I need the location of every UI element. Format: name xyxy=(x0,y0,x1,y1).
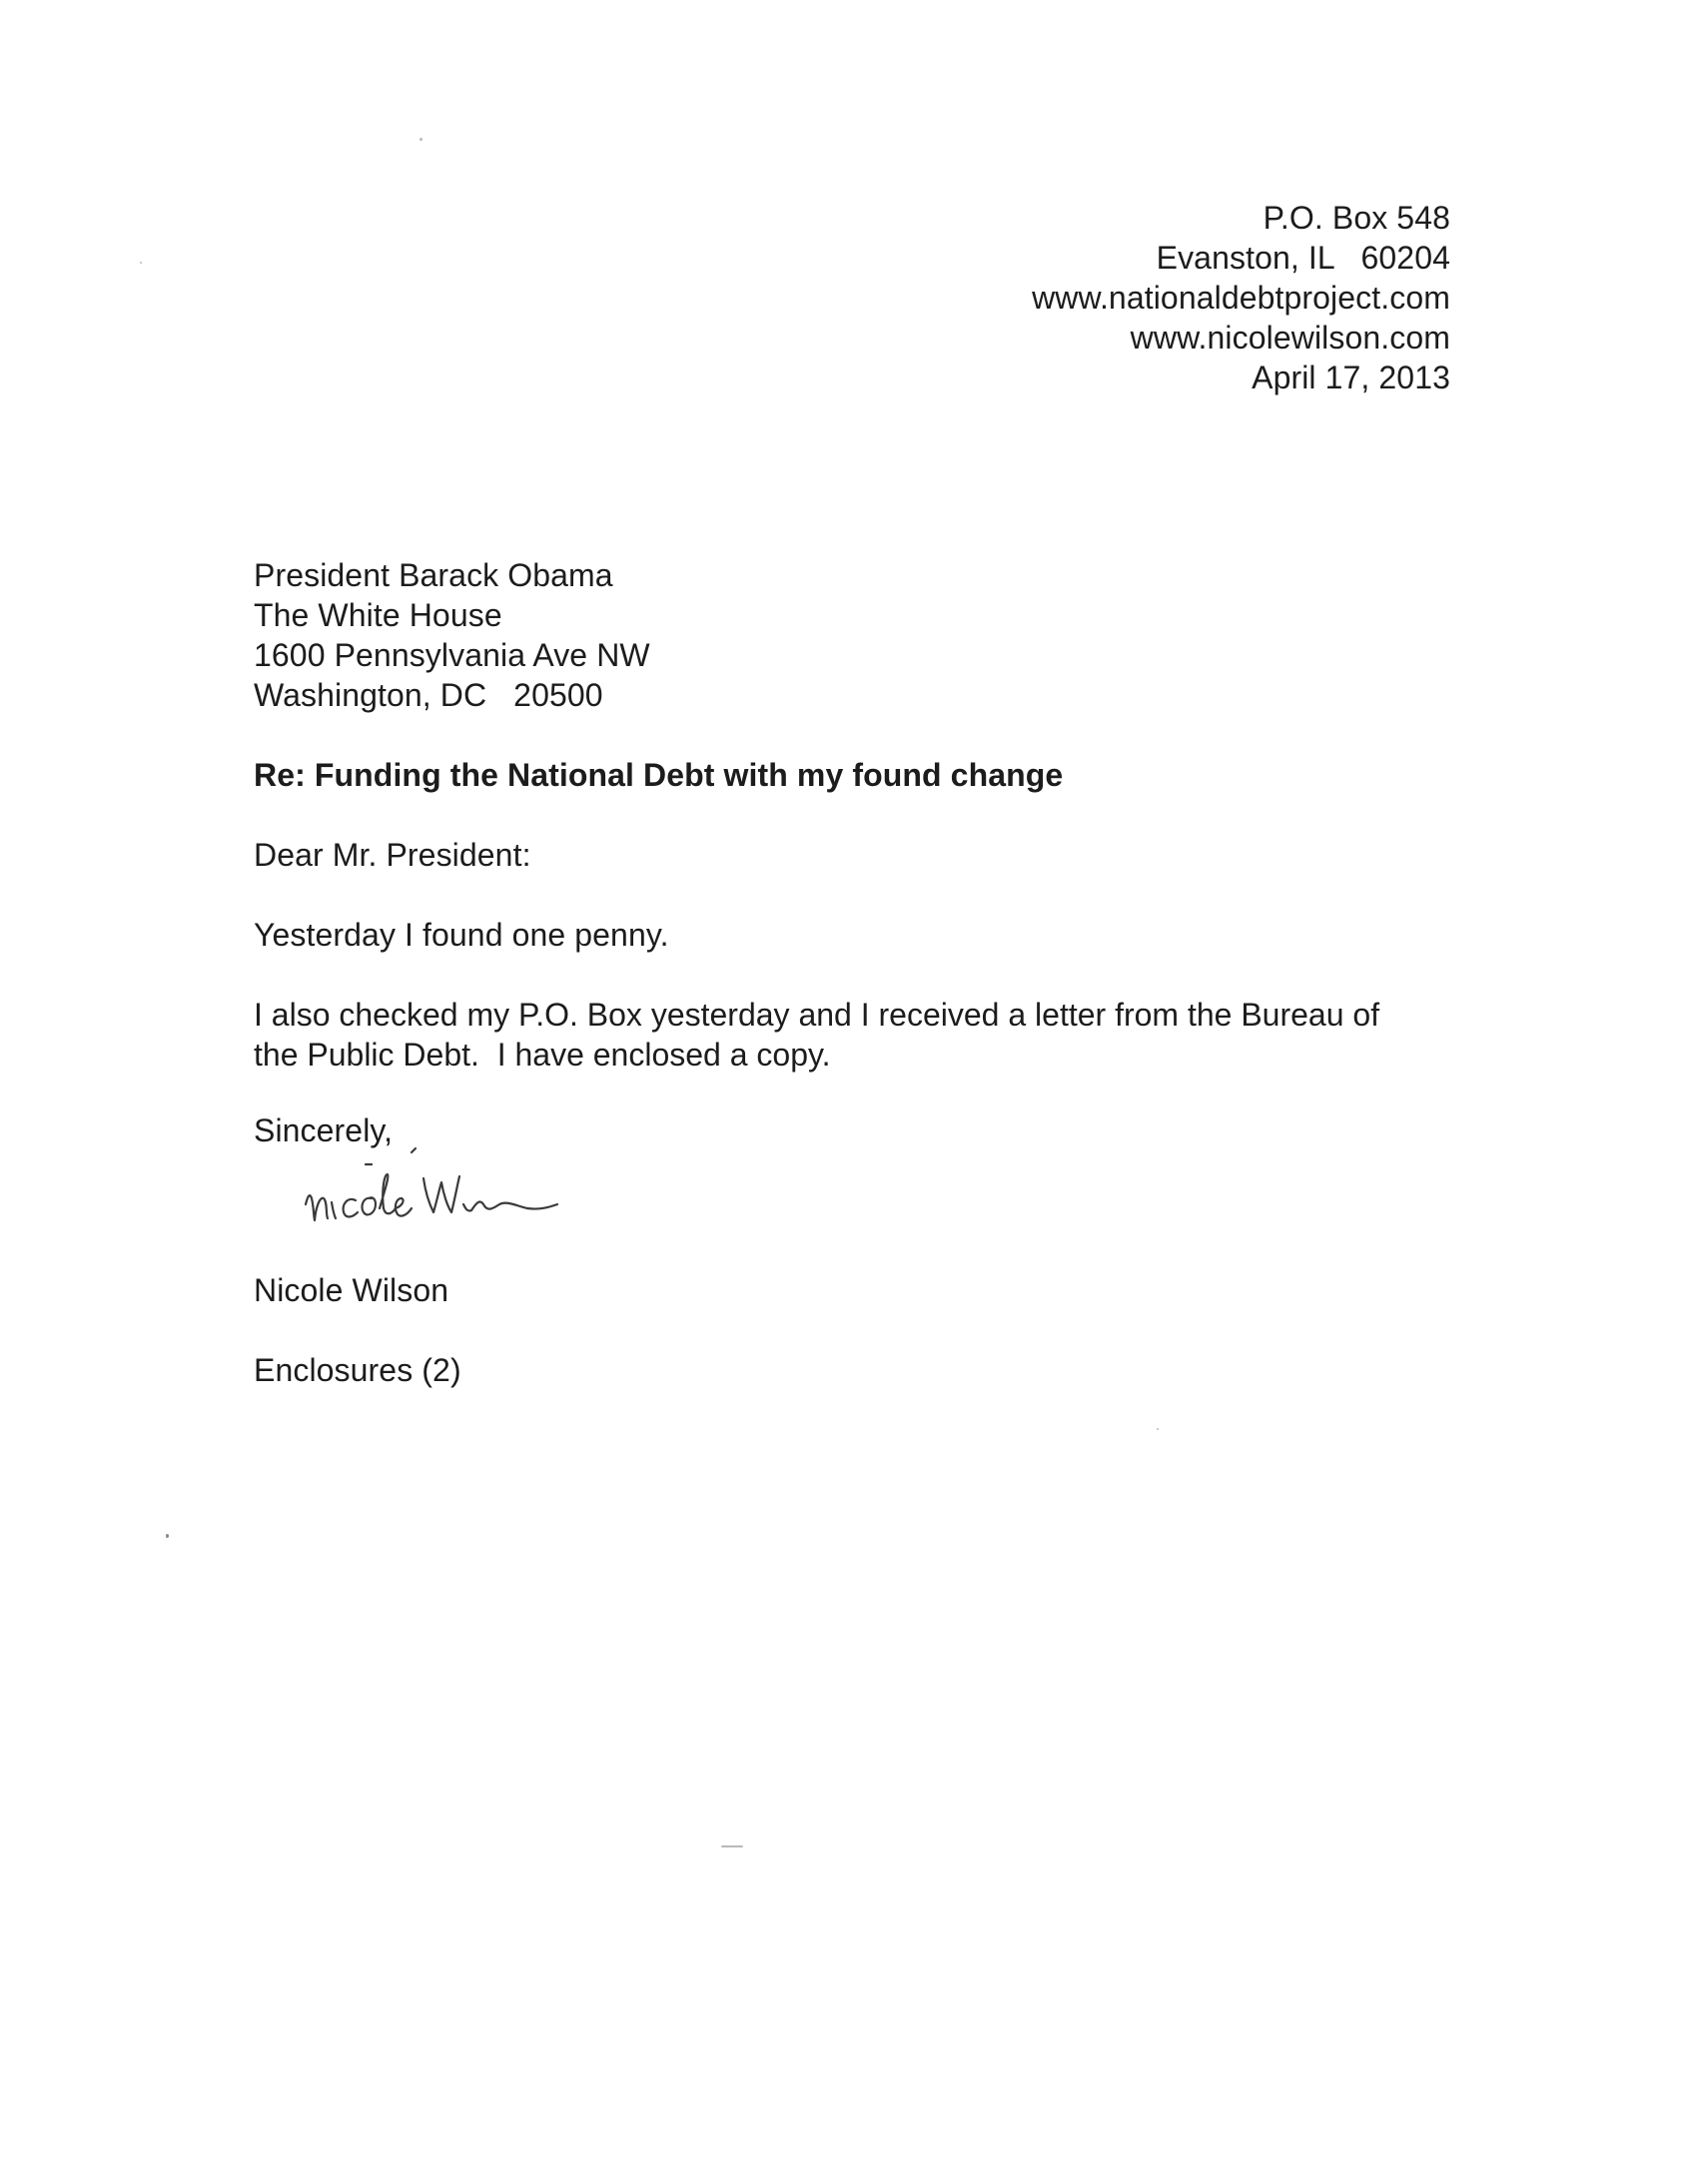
recipient-city-state-zip: Washington, DC 20500 xyxy=(254,677,603,713)
recipient-name: President Barack Obama xyxy=(254,557,613,593)
closing: Sincerely, xyxy=(254,1112,394,1148)
scan-speck xyxy=(721,1845,743,1847)
signer-name: Nicole Wilson xyxy=(254,1272,449,1308)
subject-line: Re: Funding the National Debt with my found change xyxy=(254,757,1064,793)
handwritten-signature xyxy=(296,1146,635,1246)
body-paragraph-2-line-1: I also checked my P.O. Box yesterday and I received a letter from the Bureau of xyxy=(254,997,1380,1033)
scan-speck xyxy=(140,262,142,264)
scan-speck xyxy=(166,1534,169,1538)
sender-address-line1: P.O. Box 548 xyxy=(1263,200,1450,236)
recipient-organization: The White House xyxy=(254,597,502,633)
sender-website-1: www.nationaldebtproject.com xyxy=(1032,280,1450,316)
scan-speck xyxy=(420,138,423,141)
salutation: Dear Mr. President: xyxy=(254,837,531,873)
letter-date: April 17, 2013 xyxy=(1252,360,1450,395)
body-paragraph-2-line-2: the Public Debt. I have enclosed a copy. xyxy=(254,1037,831,1073)
recipient-street: 1600 Pennsylvania Ave NW xyxy=(254,637,650,673)
sender-address-line2: Evanston, IL 60204 xyxy=(1156,240,1450,276)
scan-speck xyxy=(1157,1428,1159,1430)
sender-website-2: www.nicolewilson.com xyxy=(1130,320,1450,356)
body-paragraph-2 xyxy=(254,995,1452,1075)
body-paragraph-1: Yesterday I found one penny. xyxy=(254,917,669,953)
enclosures-note: Enclosures (2) xyxy=(254,1352,461,1388)
